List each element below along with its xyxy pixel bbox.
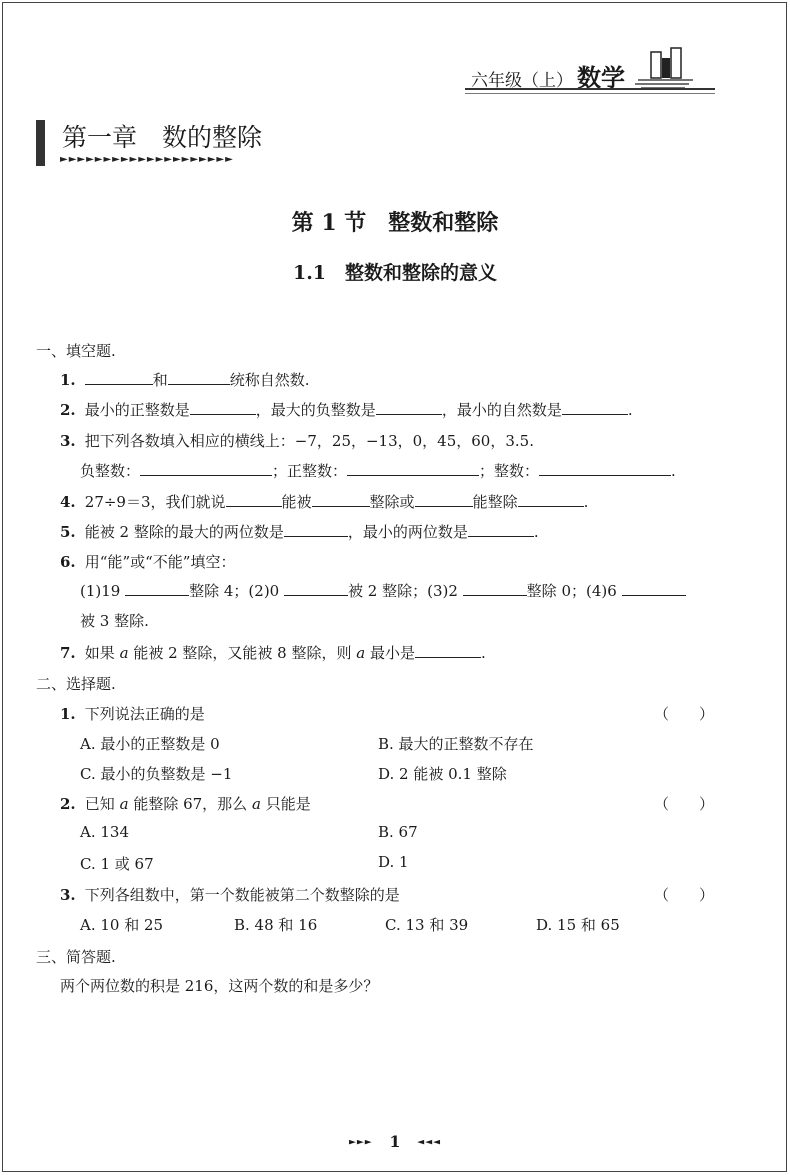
question-number: 5.	[60, 523, 76, 541]
answer-blank[interactable]	[284, 581, 348, 596]
question-text: 用“能”或“不能”填空：	[84, 553, 236, 571]
q1-3	[60, 430, 534, 451]
question-text: 整除 4；(2)0	[189, 582, 280, 600]
question-text: 最小是	[370, 644, 416, 662]
option-a[interactable]: A. 最小的正整数是 0	[80, 735, 220, 753]
footer-arrows-right: ◄◄◄	[417, 1137, 442, 1148]
answer-blank[interactable]	[539, 461, 671, 476]
q1-6-line3: 被 3 整除.	[80, 612, 149, 630]
question-text: 能整除	[472, 493, 518, 511]
question-number: 6.	[60, 553, 76, 571]
question-text: 下列说法正确的是	[84, 705, 205, 723]
q1-6	[60, 551, 235, 572]
question-number: 1.	[60, 705, 76, 723]
header-rule	[465, 88, 715, 90]
answer-blank[interactable]	[562, 400, 628, 415]
label-integer: ；整数：	[479, 462, 540, 480]
option-a[interactable]: A. 10 和 25	[80, 916, 164, 934]
variable-a: a	[119, 644, 129, 662]
question-text: 整除或	[369, 493, 415, 511]
answer-blank[interactable]	[468, 522, 534, 537]
answer-parentheses[interactable]: （ ）	[654, 705, 715, 723]
option-b[interactable]: B. 最大的正整数不存在	[378, 735, 534, 753]
question-text: .	[627, 401, 633, 419]
q1-3-answers	[80, 460, 676, 481]
answer-blank[interactable]	[518, 492, 584, 507]
part2-heading: 二、选择题.	[36, 675, 116, 693]
chapter-arrows: ►►►►►►►►►►►►►►►►►►►►	[60, 154, 234, 165]
books-icon	[633, 46, 697, 90]
header-grade: 六年级（上）	[471, 71, 573, 91]
q1-7	[60, 642, 486, 663]
question-number: 7.	[60, 644, 76, 662]
answer-blank[interactable]	[284, 522, 348, 537]
q2-2	[60, 793, 311, 814]
q2-3	[60, 884, 400, 905]
question-text: 被 2 整除；(3)2	[348, 582, 458, 600]
question-text: 能被	[281, 493, 312, 511]
answer-parentheses[interactable]: （ ）	[654, 886, 715, 904]
question-text: ，最大的负整数是	[255, 401, 376, 419]
punctuation: .	[583, 493, 589, 511]
question-number: 3.	[60, 432, 76, 450]
subsection-title: 1.1 整数和整除的意义	[292, 262, 498, 284]
question-text: (1)19	[80, 582, 121, 600]
punctuation: .	[533, 523, 539, 541]
footer-arrows-left: ►►►	[348, 1137, 373, 1148]
q1-4	[60, 491, 588, 512]
question-text: 能整除 67，那么	[133, 795, 248, 813]
question-number: 2.	[60, 795, 76, 813]
answer-blank[interactable]	[347, 461, 479, 476]
question-text: 统称自然数.	[229, 371, 310, 389]
q2-1	[60, 703, 205, 724]
question-text: 能被 2 整除，又能被 8 整除，则	[133, 644, 352, 662]
q1-2	[60, 399, 633, 420]
answer-blank[interactable]	[415, 643, 481, 658]
answer-parentheses[interactable]: （ ）	[654, 795, 715, 813]
question-number: 1.	[60, 371, 76, 389]
question-number: 3.	[60, 886, 76, 904]
question-text: ，最小的两位数是	[347, 523, 468, 541]
q1-5	[60, 521, 539, 542]
question-text: 能被 2 整除的最大的两位数是	[84, 523, 284, 541]
question-text: 整除 0；(4)6	[526, 582, 617, 600]
question-text: 和	[152, 371, 168, 389]
option-d[interactable]: D. 1	[378, 853, 409, 871]
question-text: 最小的正整数是	[84, 401, 190, 419]
answer-blank[interactable]	[226, 492, 282, 507]
short-answer-question: 两个两位数的积是 216，这两个数的和是多少？	[60, 977, 379, 995]
question-text: 已知	[84, 795, 115, 813]
punctuation: .	[671, 462, 676, 480]
answer-blank[interactable]	[140, 461, 272, 476]
part3-heading: 三、简答题.	[36, 948, 116, 966]
option-c[interactable]: C. 最小的负整数是 −1	[80, 765, 233, 783]
option-d[interactable]: D. 15 和 65	[536, 916, 620, 934]
variable-a: a	[356, 644, 366, 662]
answer-blank[interactable]	[415, 492, 473, 507]
answer-blank[interactable]	[125, 581, 189, 596]
answer-blank[interactable]	[312, 492, 370, 507]
question-text: 下列各组数中，第一个数能被第二个数整除的是	[84, 886, 400, 904]
chapter-bar	[36, 120, 45, 166]
header-rule-thin	[465, 93, 715, 94]
answer-blank[interactable]	[376, 400, 442, 415]
q1-6-line2	[80, 580, 686, 601]
question-text: 只能是	[265, 795, 311, 813]
punctuation: .	[481, 644, 486, 662]
header-subject: 数学	[577, 64, 625, 92]
answer-blank[interactable]	[190, 400, 256, 415]
part1-heading: 一、填空题.	[36, 342, 116, 360]
section-title: 第 1 节 整数和整除	[291, 210, 499, 236]
option-d[interactable]: D. 2 能被 0.1 整除	[378, 765, 507, 783]
running-header	[455, 46, 715, 92]
option-a[interactable]: A. 134	[80, 823, 129, 841]
question-text: ，最小的自然数是	[441, 401, 562, 419]
question-text: 把下列各数填入相应的横线上：−7，25，−13，0，45，60，3.5.	[84, 432, 534, 450]
q1-1	[60, 369, 310, 390]
option-b[interactable]: B. 48 和 16	[234, 916, 318, 934]
question-number: 2.	[60, 401, 76, 419]
answer-blank[interactable]	[168, 370, 230, 385]
label-positive: ；正整数：	[272, 462, 348, 480]
question-text: 如果	[84, 644, 115, 662]
option-c[interactable]: C. 1 或 67	[80, 855, 154, 873]
label-negative: 负整数：	[80, 462, 141, 480]
question-number: 4.	[60, 493, 76, 511]
option-c[interactable]: C. 13 和 39	[385, 916, 469, 934]
question-text: 27÷9＝3，我们就说	[84, 493, 226, 511]
variable-a: a	[251, 795, 261, 813]
option-b[interactable]: B. 67	[378, 823, 418, 841]
chapter-title: 第一章 数的整除	[62, 123, 263, 152]
answer-blank[interactable]	[463, 581, 527, 596]
answer-blank[interactable]	[622, 581, 686, 596]
page-number: 1	[389, 1132, 401, 1151]
answer-blank[interactable]	[85, 370, 153, 385]
page-footer	[0, 1132, 790, 1151]
variable-a: a	[119, 795, 129, 813]
